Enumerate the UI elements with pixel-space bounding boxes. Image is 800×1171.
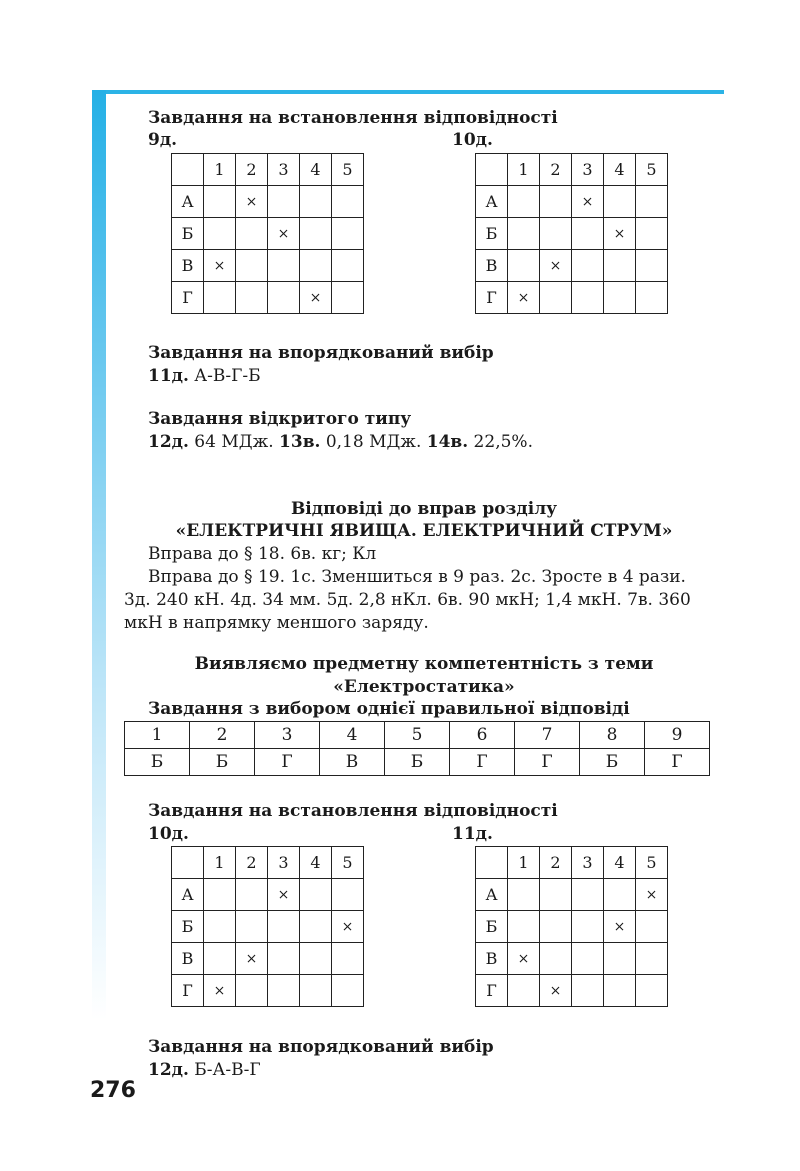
grid-cell <box>204 186 236 218</box>
grid-cell <box>236 879 268 911</box>
grid-cell <box>268 250 300 282</box>
grid-cell: × <box>636 879 668 911</box>
grid-column-header: 1 <box>508 847 540 879</box>
task-number: 12д. <box>148 1060 189 1080</box>
answer-text: 0,18 МДж. <box>320 432 427 452</box>
question-number-cell: 6 <box>450 722 515 749</box>
grid-cell <box>204 282 236 314</box>
grid-cell <box>508 911 540 943</box>
open-answers-line <box>148 431 533 453</box>
grid-row-header: В <box>172 250 204 282</box>
competence-title-line1: Виявляємо предметну компетентність з теми <box>194 654 654 674</box>
grid-cell <box>636 911 668 943</box>
answer-line-12d <box>148 1059 261 1081</box>
grid-column-header: 2 <box>236 847 268 879</box>
question-number-cell: 8 <box>580 722 645 749</box>
grid-cell <box>332 186 364 218</box>
grid-cell <box>572 943 604 975</box>
section-heading-ordered-2: Завдання на впорядкований вибір <box>148 1037 494 1057</box>
answer-cell: Г <box>645 749 710 776</box>
grid-cell <box>540 911 572 943</box>
grid-cell <box>204 218 236 250</box>
grid-cell <box>604 975 636 1007</box>
grid-column-header: 4 <box>604 154 636 186</box>
grid-cell: × <box>604 218 636 250</box>
section-heading-single-choice: Завдання з вибором однієї правильної відповіді <box>148 699 630 719</box>
grid-cell <box>540 282 572 314</box>
question-number-cell: 2 <box>190 722 255 749</box>
grid-cell <box>508 186 540 218</box>
grid-column-header: 3 <box>268 154 300 186</box>
question-number-cell: 4 <box>320 722 385 749</box>
grid-row-header: В <box>172 943 204 975</box>
grid-cell: × <box>236 186 268 218</box>
grid-cell <box>604 879 636 911</box>
task-number: 13в. <box>279 432 321 452</box>
answer-text: А-В-Г-Б <box>188 366 261 386</box>
grid-cell <box>268 186 300 218</box>
grid-column-header: 1 <box>204 847 236 879</box>
grid-cell <box>300 250 332 282</box>
grid-cell <box>604 943 636 975</box>
answer-cell: Г <box>450 749 515 776</box>
grid-cell: × <box>268 218 300 250</box>
answer-cell: Б <box>385 749 450 776</box>
grid-cell <box>540 879 572 911</box>
grid-cell <box>636 975 668 1007</box>
grid-cell <box>236 975 268 1007</box>
section-heading-matching-2: Завдання на встановлення відповідності <box>148 801 558 821</box>
task-label-10d-2: 10д. <box>148 824 189 844</box>
exercise-line: 3д. 240 кН. 4д. 34 мм. 5д. 2,8 нКл. 6в. 90 мкН; 1,4 мкН. 7в. 360 <box>124 590 691 610</box>
grid-row-header: А <box>172 186 204 218</box>
grid-cell: × <box>508 943 540 975</box>
grid-cell <box>540 218 572 250</box>
grid-cell <box>236 911 268 943</box>
task-number: 11д. <box>148 366 189 386</box>
grid-column-header: 5 <box>332 847 364 879</box>
grid-cell <box>300 218 332 250</box>
grid-column-header: 5 <box>636 847 668 879</box>
section-heading-open: Завдання відкритого типу <box>148 409 412 429</box>
grid-corner-cell <box>172 847 204 879</box>
grid-row-header: Б <box>476 911 508 943</box>
sidebar-accent-bar <box>92 90 106 1020</box>
page-number: 276 <box>90 1078 136 1103</box>
grid-row-header: В <box>476 250 508 282</box>
grid-column-header: 2 <box>540 154 572 186</box>
grid-cell <box>572 911 604 943</box>
grid-corner-cell <box>476 154 508 186</box>
answer-cell: Б <box>125 749 190 776</box>
grid-row-header: А <box>476 879 508 911</box>
grid-column-header: 3 <box>268 847 300 879</box>
grid-row-header: Г <box>476 282 508 314</box>
answer-text: Б-А-В-Г <box>188 1060 261 1080</box>
section-heading-matching-1: Завдання на встановлення відповідності <box>148 108 558 128</box>
grid-cell <box>572 879 604 911</box>
grid-cell <box>508 218 540 250</box>
grid-cell: × <box>268 879 300 911</box>
grid-cell: × <box>604 911 636 943</box>
grid-column-header: 4 <box>300 847 332 879</box>
grid-cell <box>236 250 268 282</box>
grid-row-header: А <box>172 879 204 911</box>
grid-row-header: Б <box>172 911 204 943</box>
grid-row-header: Г <box>172 975 204 1007</box>
task-number: 14в. <box>426 432 469 452</box>
grid-cell: × <box>332 911 364 943</box>
grid-cell <box>268 975 300 1007</box>
grid-cell <box>236 218 268 250</box>
grid-column-header: 5 <box>636 154 668 186</box>
matching-grid-11d <box>475 846 668 1007</box>
grid-cell <box>236 282 268 314</box>
grid-cell <box>572 218 604 250</box>
grid-cell <box>204 911 236 943</box>
answers-title-line1: Відповіді до вправ розділу <box>290 499 558 519</box>
answer-cell: Б <box>580 749 645 776</box>
grid-cell <box>636 943 668 975</box>
grid-cell <box>332 943 364 975</box>
grid-cell: × <box>540 250 572 282</box>
grid-cell <box>300 186 332 218</box>
grid-cell <box>300 911 332 943</box>
grid-cell <box>332 250 364 282</box>
grid-cell <box>268 943 300 975</box>
grid-cell <box>604 186 636 218</box>
grid-cell <box>332 218 364 250</box>
grid-column-header: 1 <box>508 154 540 186</box>
grid-corner-cell <box>476 847 508 879</box>
question-number-cell: 7 <box>515 722 580 749</box>
matching-grid-10d <box>475 153 668 314</box>
grid-cell <box>204 879 236 911</box>
grid-cell <box>636 218 668 250</box>
grid-cell <box>540 943 572 975</box>
answer-text: 22,5%. <box>468 432 533 452</box>
task-label-10d: 10д. <box>452 130 493 150</box>
answer-cell: Б <box>190 749 255 776</box>
grid-column-header: 3 <box>572 847 604 879</box>
grid-cell <box>636 250 668 282</box>
grid-cell <box>572 975 604 1007</box>
grid-cell <box>604 250 636 282</box>
grid-cell <box>572 282 604 314</box>
grid-cell: × <box>508 282 540 314</box>
task-number: 12д. <box>148 432 189 452</box>
grid-cell: × <box>204 975 236 1007</box>
grid-cell <box>604 282 636 314</box>
grid-cell: × <box>300 282 332 314</box>
grid-cell <box>300 975 332 1007</box>
grid-cell: × <box>540 975 572 1007</box>
grid-corner-cell <box>172 154 204 186</box>
matching-grid-10d-2 <box>171 846 364 1007</box>
exercise-line: мкН в напрямку меншого заряду. <box>124 613 429 633</box>
grid-cell: × <box>236 943 268 975</box>
grid-row-header: В <box>476 943 508 975</box>
exercise-line: Вправа до § 19. 1с. Зменшиться в 9 раз. 2с. Зросте в 4 рази. <box>148 567 686 587</box>
answers-title-line2: «ЕЛЕКТРИЧНІ ЯВИЩА. ЕЛЕКТРИЧНИЙ СТРУМ» <box>175 521 673 541</box>
grid-cell <box>508 250 540 282</box>
grid-column-header: 2 <box>236 154 268 186</box>
answer-text: 64 МДж. <box>188 432 280 452</box>
competence-title-line2: «Електростатика» <box>333 677 515 697</box>
grid-column-header: 5 <box>332 154 364 186</box>
question-number-cell: 1 <box>125 722 190 749</box>
grid-column-header: 3 <box>572 154 604 186</box>
single-choice-answer-table <box>124 721 710 776</box>
grid-row-header: Г <box>476 975 508 1007</box>
grid-cell <box>300 879 332 911</box>
grid-cell <box>508 879 540 911</box>
grid-cell: × <box>572 186 604 218</box>
question-number-cell: 9 <box>645 722 710 749</box>
grid-cell <box>268 282 300 314</box>
grid-cell <box>300 943 332 975</box>
grid-cell <box>508 975 540 1007</box>
task-label-11d: 11д. <box>452 824 493 844</box>
exercise-line: Вправа до § 18. 6в. кг; Кл <box>148 544 377 564</box>
question-number-cell: 5 <box>385 722 450 749</box>
question-number-cell: 3 <box>255 722 320 749</box>
grid-column-header: 4 <box>300 154 332 186</box>
section-heading-ordered-1: Завдання на впорядкований вибір <box>148 343 494 363</box>
grid-cell <box>268 911 300 943</box>
top-accent-line <box>92 90 724 94</box>
answer-cell: В <box>320 749 385 776</box>
grid-cell <box>540 186 572 218</box>
grid-cell <box>332 975 364 1007</box>
grid-row-header: А <box>476 186 508 218</box>
grid-cell <box>636 282 668 314</box>
answer-line-11d <box>148 365 261 387</box>
grid-cell: × <box>204 250 236 282</box>
matching-grid-9d <box>171 153 364 314</box>
answer-cell: Г <box>515 749 580 776</box>
answer-cell: Г <box>255 749 320 776</box>
grid-column-header: 2 <box>540 847 572 879</box>
grid-cell <box>204 943 236 975</box>
grid-cell <box>332 879 364 911</box>
grid-cell <box>636 186 668 218</box>
grid-row-header: Б <box>172 218 204 250</box>
grid-column-header: 4 <box>604 847 636 879</box>
grid-row-header: Г <box>172 282 204 314</box>
grid-cell <box>332 282 364 314</box>
grid-cell <box>572 250 604 282</box>
grid-column-header: 1 <box>204 154 236 186</box>
task-label-9d: 9д. <box>148 130 178 150</box>
grid-row-header: Б <box>476 218 508 250</box>
